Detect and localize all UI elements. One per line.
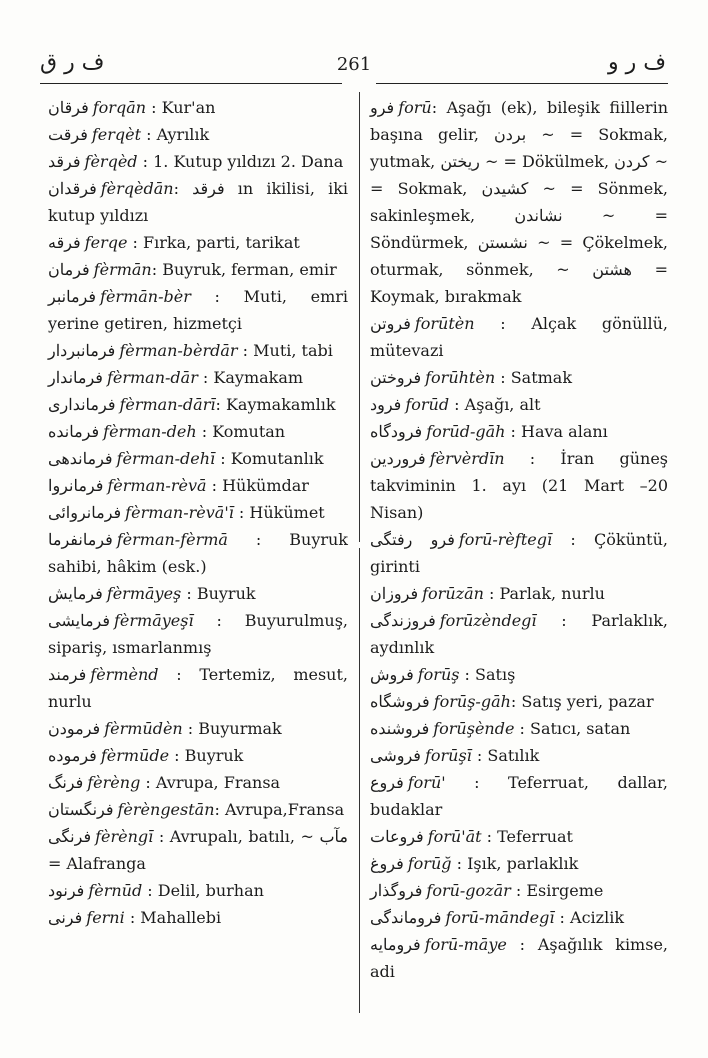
- entry-arabic: فرنگ: [48, 773, 84, 792]
- entry-headword: fèrman-rèvā'ī: [125, 503, 234, 522]
- entry-arabic: فرقد: [48, 152, 81, 171]
- entry-arabic: فرموده: [48, 746, 97, 765]
- header-arabic-left: ف ر ق: [40, 50, 105, 75]
- entry-definition: : Satılık: [471, 746, 540, 765]
- entry-headword: forū': [407, 773, 446, 792]
- entry-definition: : Avrupa,Fransa: [214, 800, 345, 819]
- entry-arabic: فرومایه: [370, 935, 421, 954]
- entry-definition: : Buyruk: [169, 746, 244, 765]
- entry-headword: fèrman-fèrmā: [116, 530, 228, 549]
- entry-arabic: فروع: [370, 773, 404, 792]
- entry-arabic: فرودگاه: [370, 422, 423, 441]
- entry-headword: ferni: [86, 908, 125, 927]
- entry-arabic: فرنی: [48, 908, 83, 927]
- entry-definition: : Delil, burhan: [142, 881, 264, 900]
- dictionary-entry: [48, 823, 348, 877]
- entry-headword: fèrman-bèrdār: [119, 341, 238, 360]
- entry-headword: forqān: [92, 98, 147, 117]
- entry-headword: forūd: [405, 395, 450, 414]
- dictionary-entry: [370, 94, 668, 310]
- dictionary-entry: [370, 904, 668, 931]
- entry-headword: fèrman-dehī: [116, 449, 216, 468]
- entry-definition: : Kur'an: [146, 98, 216, 117]
- dictionary-entry: [48, 94, 348, 121]
- entry-headword: fèrèngestān: [117, 800, 215, 819]
- entry-arabic: فرقدان: [48, 179, 97, 198]
- entry-headword: fèrmènd: [90, 665, 159, 684]
- dictionary-entry: [370, 850, 668, 877]
- dictionary-entry: [48, 715, 348, 742]
- entry-arabic: فروعات: [370, 827, 424, 846]
- entry-headword: forū-gozār: [426, 881, 511, 900]
- dictionary-entry: [48, 337, 348, 364]
- dictionary-entry: [48, 445, 348, 472]
- entry-headword: fèrmān: [93, 260, 152, 279]
- dictionary-entry: [48, 175, 348, 229]
- entry-headword: fèrvèrdīn: [429, 449, 505, 468]
- entry-arabic: فرنگی: [48, 827, 92, 846]
- dictionary-entry: [48, 769, 348, 796]
- dictionary-entry: [48, 418, 348, 445]
- dictionary-entry: [370, 445, 668, 526]
- dictionary-entry: [48, 148, 348, 175]
- entry-arabic: فروزندگی: [370, 611, 436, 630]
- entry-definition: : Mahallebi: [124, 908, 222, 927]
- entry-arabic: فرقه: [48, 233, 81, 252]
- dictionary-entry: [370, 607, 668, 661]
- left-column: [48, 94, 348, 931]
- entry-definition: : Alçak gönüllü, mütevazi: [370, 314, 668, 360]
- entry-arabic: فرمایش: [48, 584, 103, 603]
- dictionary-entry: [48, 364, 348, 391]
- entry-headword: forūhtèn: [425, 368, 496, 387]
- entry-arabic: فرمند: [48, 665, 87, 684]
- entry-arabic: فروش: [370, 665, 414, 684]
- header-rule-left: [40, 83, 342, 84]
- entry-arabic: فرماندهی: [48, 449, 113, 468]
- entry-definition: : Ayrılık: [141, 125, 210, 144]
- entry-definition: : Parlaklık, aydınlık: [370, 611, 668, 657]
- entry-definition: : Kaymakam: [197, 368, 304, 387]
- dictionary-entry: [48, 877, 348, 904]
- dictionary-entry: [370, 364, 668, 391]
- dictionary-entry: [48, 607, 348, 661]
- entry-arabic: فرمانروا: [48, 476, 104, 495]
- dictionary-entry: [48, 229, 348, 256]
- dictionary-entry: [370, 661, 668, 688]
- entry-definition: : Işık, parlaklık: [451, 854, 579, 873]
- entry-headword: fèrman-dār: [106, 368, 198, 387]
- entry-arabic: فرمانده: [48, 422, 100, 441]
- dictionary-entry: [48, 391, 348, 418]
- entry-headword: fèrmūde: [100, 746, 170, 765]
- entry-arabic: فرماندار: [48, 368, 103, 387]
- entry-definition: : Hükümet: [233, 503, 325, 522]
- header-rule-right: [376, 83, 668, 84]
- entry-headword: fèrman-dārī: [119, 395, 216, 414]
- entry-arabic: فرمانروائی: [48, 503, 122, 522]
- entry-definition: : Teferruat: [481, 827, 573, 846]
- entry-headword: forū: [398, 98, 432, 117]
- entry-headword: forūş: [417, 665, 460, 684]
- entry-definition: : Aşağı, alt: [449, 395, 541, 414]
- entry-arabic: فرمانداری: [48, 395, 116, 414]
- entry-definition: : Buyruk: [181, 584, 256, 603]
- entry-definition: : Teferruat, dallar, budaklar: [370, 773, 668, 819]
- dictionary-entry: [48, 472, 348, 499]
- dictionary-entry: [370, 580, 668, 607]
- entry-headword: fèrmāyeş: [106, 584, 182, 603]
- entry-definition: : İran güneş takviminin 1. ayı (21 Mart –20 Nisan): [370, 449, 668, 522]
- entry-headword: fèrèng: [87, 773, 141, 792]
- entry-definition: : Hükümdar: [206, 476, 309, 495]
- entry-headword: fèrnūd: [88, 881, 143, 900]
- entry-definition: : Aşağı (ek), bileşik fiillerin başına gelir, بردن ~ = Sokmak, yutmak, ریختن ~ = Dökülmek, کردن ~ = Sokmak, کشیدن ~ = Sönmek, sakinleşmek, نشاندن ~ = Söndürmek, نشستن ~ = Çökelmek, oturmak, sönmek, ~ هشتن = Koymak, bırakmak: [370, 98, 669, 306]
- entry-headword: forūğ: [407, 854, 452, 873]
- dictionary-entry: [370, 310, 668, 364]
- entry-arabic: فروشی: [370, 746, 421, 765]
- entry-arabic: فروردین: [370, 449, 426, 468]
- entry-headword: forūş-gāh: [433, 692, 511, 711]
- dictionary-entry: [370, 526, 668, 580]
- entry-definition: : Parlak, nurlu: [483, 584, 605, 603]
- column-divider-bottom: [359, 548, 360, 1013]
- entry-definition: : Buyurmak: [182, 719, 282, 738]
- entry-definition: : Satıcı, satan: [514, 719, 631, 738]
- entry-definition: : Komutan: [196, 422, 286, 441]
- entry-definition: : Satmak: [495, 368, 573, 387]
- page-number: 261: [336, 54, 372, 75]
- dictionary-entry: [370, 715, 668, 742]
- entry-definition: : Satış yeri, pazar: [510, 692, 654, 711]
- entry-headword: fèrqèdān: [100, 179, 174, 198]
- entry-arabic: فرقان: [48, 98, 89, 117]
- dictionary-entry: [48, 256, 348, 283]
- entry-definition: : Avrupa, Fransa: [140, 773, 281, 792]
- entry-arabic: فرمودن: [48, 719, 101, 738]
- dictionary-entry: [370, 823, 668, 850]
- entry-definition: : Esirgeme: [510, 881, 604, 900]
- entry-arabic: فرقت: [48, 125, 88, 144]
- entry-definition: : Aşağılık kimse, adi: [370, 935, 668, 981]
- dictionary-entry: [370, 769, 668, 823]
- dictionary-entry: [48, 742, 348, 769]
- entry-arabic: فرمان: [48, 260, 90, 279]
- entry-definition: : 1. Kutup yıldızı 2. Dana: [137, 152, 344, 171]
- entry-definition: : Buyurulmuş, sipariş, ısmarlanmış: [48, 611, 348, 657]
- entry-headword: fèrqèd: [84, 152, 138, 171]
- entry-definition: : Acizlik: [554, 908, 625, 927]
- entry-arabic: فرنگستان: [48, 800, 114, 819]
- dictionary-entry: [48, 526, 348, 580]
- column-divider-top: [359, 92, 360, 542]
- entry-definition: : Kaymakamlık: [215, 395, 336, 414]
- entry-arabic: فروختن: [370, 368, 422, 387]
- entry-headword: forūşènde: [433, 719, 515, 738]
- entry-arabic: فروشنده: [370, 719, 430, 738]
- entry-headword: forūzān: [422, 584, 484, 603]
- dictionary-entry: [48, 661, 348, 715]
- entry-headword: forū-māye: [424, 935, 507, 954]
- entry-arabic: فروشگاه: [370, 692, 430, 711]
- entry-arabic: فروتن: [370, 314, 411, 333]
- entry-definition: : Buyruk sahibi, hâkim (esk.): [48, 530, 348, 576]
- entry-definition: : Satış: [459, 665, 516, 684]
- entry-definition: : Avrupalı, batılı, ~ مآب = Alafranga: [48, 827, 348, 873]
- entry-headword: fèrman-deh: [103, 422, 197, 441]
- entry-arabic: فرنود: [48, 881, 85, 900]
- dictionary-entry: [48, 904, 348, 931]
- entry-definition: : Muti, tabi: [237, 341, 333, 360]
- entry-arabic: فرمانفرما: [48, 530, 113, 549]
- entry-arabic: فروغ: [370, 854, 404, 873]
- entry-headword: forūd-gāh: [426, 422, 506, 441]
- entry-definition: : Fırka, parti, tarikat: [127, 233, 300, 252]
- dictionary-entry: [370, 742, 668, 769]
- entry-arabic: فرمایشی: [48, 611, 110, 630]
- entry-definition: : Komutanlık: [215, 449, 324, 468]
- header-arabic-right: ف ر و: [607, 50, 666, 75]
- entry-arabic: فرو: [370, 98, 395, 117]
- entry-headword: ferqe: [84, 233, 128, 252]
- entry-arabic: فرمانبردار: [48, 341, 116, 360]
- entry-arabic: فرو رفتگی: [370, 530, 455, 549]
- entry-definition: : فرقد ın ikilisi, iki kutup yıldızı: [48, 179, 349, 225]
- entry-arabic: فروماندگی: [370, 908, 442, 927]
- dictionary-entry: [370, 931, 668, 985]
- entry-headword: forūtèn: [414, 314, 475, 333]
- entry-headword: forū-māndegī: [445, 908, 555, 927]
- entry-headword: forū'āt: [427, 827, 482, 846]
- dictionary-entry: [370, 877, 668, 904]
- entry-headword: fèrman-rèvā: [107, 476, 207, 495]
- dictionary-entry: [48, 796, 348, 823]
- entry-arabic: فروزان: [370, 584, 419, 603]
- entry-headword: forūşī: [424, 746, 472, 765]
- entry-headword: fèrmāyeşī: [113, 611, 194, 630]
- dictionary-entry: [48, 283, 348, 337]
- dictionary-entry: [48, 499, 348, 526]
- entry-definition: : Buyruk, ferman, emir: [151, 260, 337, 279]
- entry-headword: fèrmān-bèr: [100, 287, 191, 306]
- dictionary-entry: [48, 580, 348, 607]
- entry-headword: ferqèt: [91, 125, 142, 144]
- entry-headword: fèrèngī: [95, 827, 154, 846]
- dictionary-entry: [370, 688, 668, 715]
- dictionary-entry: [370, 418, 668, 445]
- dictionary-entry: [48, 121, 348, 148]
- entry-arabic: فرود: [370, 395, 402, 414]
- entry-headword: fèrmūdèn: [104, 719, 183, 738]
- entry-definition: : Hava alanı: [505, 422, 608, 441]
- entry-definition: : Tertemiz, mesut, nurlu: [48, 665, 348, 711]
- entry-headword: forūzèndegī: [439, 611, 537, 630]
- right-column: [370, 94, 668, 985]
- entry-headword: forū-rèftegī: [458, 530, 553, 549]
- entry-arabic: فرمانبر: [48, 287, 97, 306]
- entry-definition: : Muti, emri yerine getiren, hizmetçi: [48, 287, 348, 333]
- entry-definition: : Çöküntü, girinti: [370, 530, 669, 576]
- dictionary-entry: [370, 391, 668, 418]
- entry-arabic: فروگذار: [370, 881, 423, 900]
